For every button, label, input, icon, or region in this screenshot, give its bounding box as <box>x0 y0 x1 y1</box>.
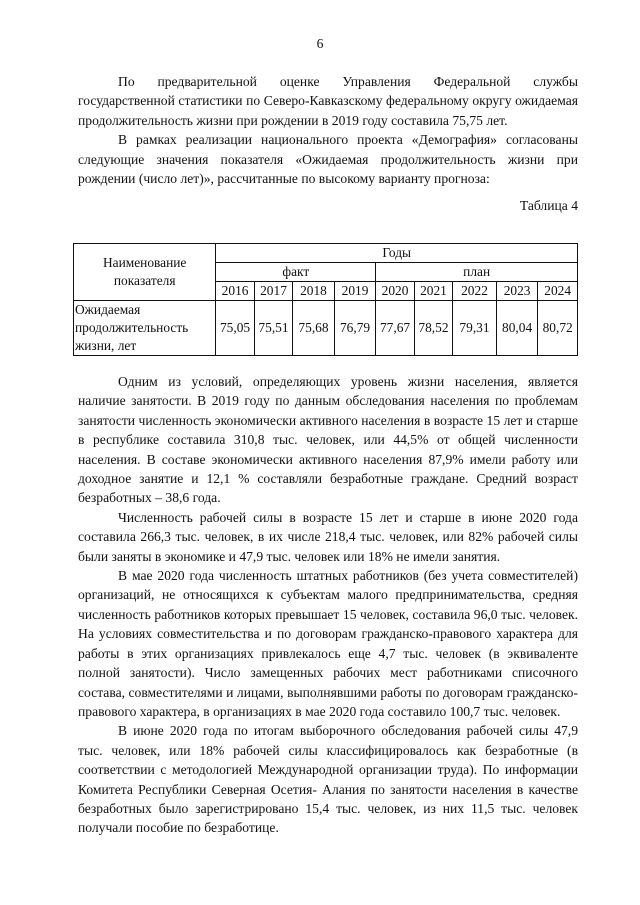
column-header-indicator: Наименование показателя <box>74 244 216 301</box>
column-header-fact: факт <box>216 263 376 282</box>
table-row <box>74 301 578 356</box>
value-cell: 76,79 <box>334 301 376 356</box>
year-cell: 2017 <box>254 282 292 301</box>
table-caption: Таблица 4 <box>519 198 578 214</box>
page-number: 6 <box>316 36 324 51</box>
row-label: Ожидаемая продолжительность жизни, лет <box>74 301 216 356</box>
year-cell: 2020 <box>376 282 414 301</box>
value-cell: 80,72 <box>538 301 578 356</box>
paragraph: В июне 2020 года по итогам выборочного обследования рабочей силы 47,9 тыс. человек, или 18% рабочей силы классифицировалось как безработные (в соответствии с методологией Международной организации труда). По информации Комитета Республики Северная Осетия- Алания по занятости населения в качестве безработных было зарегистрировано 15,4 тыс. человек, из них 11,5 тыс. человек получали пособие по безработице. <box>78 723 578 836</box>
column-header-years: Годы <box>216 244 578 263</box>
year-cell: 2024 <box>538 282 578 301</box>
paragraph: Численность рабочей силы в возрасте 15 лет и старше в июне 2020 года составила 266,3 тыс. человек, в их числе 218,4 тыс. человек, или 82% рабочей силы были заняты в экономике и 47,9 тыс. человек или 18% не имели занятия. <box>78 509 578 564</box>
year-cell: 2019 <box>334 282 376 301</box>
value-cell: 75,68 <box>293 301 335 356</box>
value-cell: 75,51 <box>254 301 292 356</box>
intro-text <box>78 72 578 216</box>
main-text <box>78 372 578 838</box>
year-cell: 2022 <box>453 282 497 301</box>
value-cell: 75,05 <box>216 301 254 356</box>
value-cell: 79,31 <box>453 301 497 356</box>
paragraph: Одним из условий, определяющих уровень жизни населения, является наличие занятости. В 2019 году по данным обследования населения по проблемам занятости численность экономически активного населения в возрасте 15 лет и старше в республике составила 310,8 тыс. человек, или 44,5% от общей численности населения. В составе экономически активного населения 87,9% имели работу или доходное занятие и 12,1 % составляли безработные граждане. Средний возраст безработных – 38,6 года. <box>78 374 578 506</box>
value-cell: 80,04 <box>496 301 538 356</box>
year-cell: 2023 <box>496 282 538 301</box>
paragraph: В мае 2020 года численность штатных работников (без учета совместителей) организаций, не относящихся к субъектам малого предпринимательства, средняя численность работников которых превышает 15 человек, составила 96,0 тыс. человек. На условиях совместительства и по договорам гражданско-правового характера для работы в этих организациях привлекалось еще 4,7 тыс. человек (в эквиваленте полной занятости). Число замещенных рабочих мест работниками списочного состава, совместителями и лицами, выполнявшими работы по договорам гражданско-правового характера, в организациях в мае 2020 года составило 100,7 тыс. человек. <box>78 568 578 719</box>
indicator-table <box>73 243 578 356</box>
column-header-plan: план <box>376 263 578 282</box>
year-cell: 2021 <box>414 282 452 301</box>
value-cell: 77,67 <box>376 301 414 356</box>
paragraph: По предварительной оценке Управления Федеральной службы государственной статистики по Северо-Кавказскому федеральному округу ожидаемая продолжительность жизни при рождении в 2019 году составила 75,75 лет. <box>78 74 578 128</box>
year-cell: 2018 <box>293 282 335 301</box>
value-cell: 78,52 <box>414 301 452 356</box>
paragraph: В рамках реализации национального проекта «Демография» согласованы следующие значения показателя «Ожидаемая продолжительность жизни при рождении (число лет)», рассчитанные по высокому варианту прогноза: <box>78 132 578 187</box>
year-cell: 2016 <box>216 282 254 301</box>
